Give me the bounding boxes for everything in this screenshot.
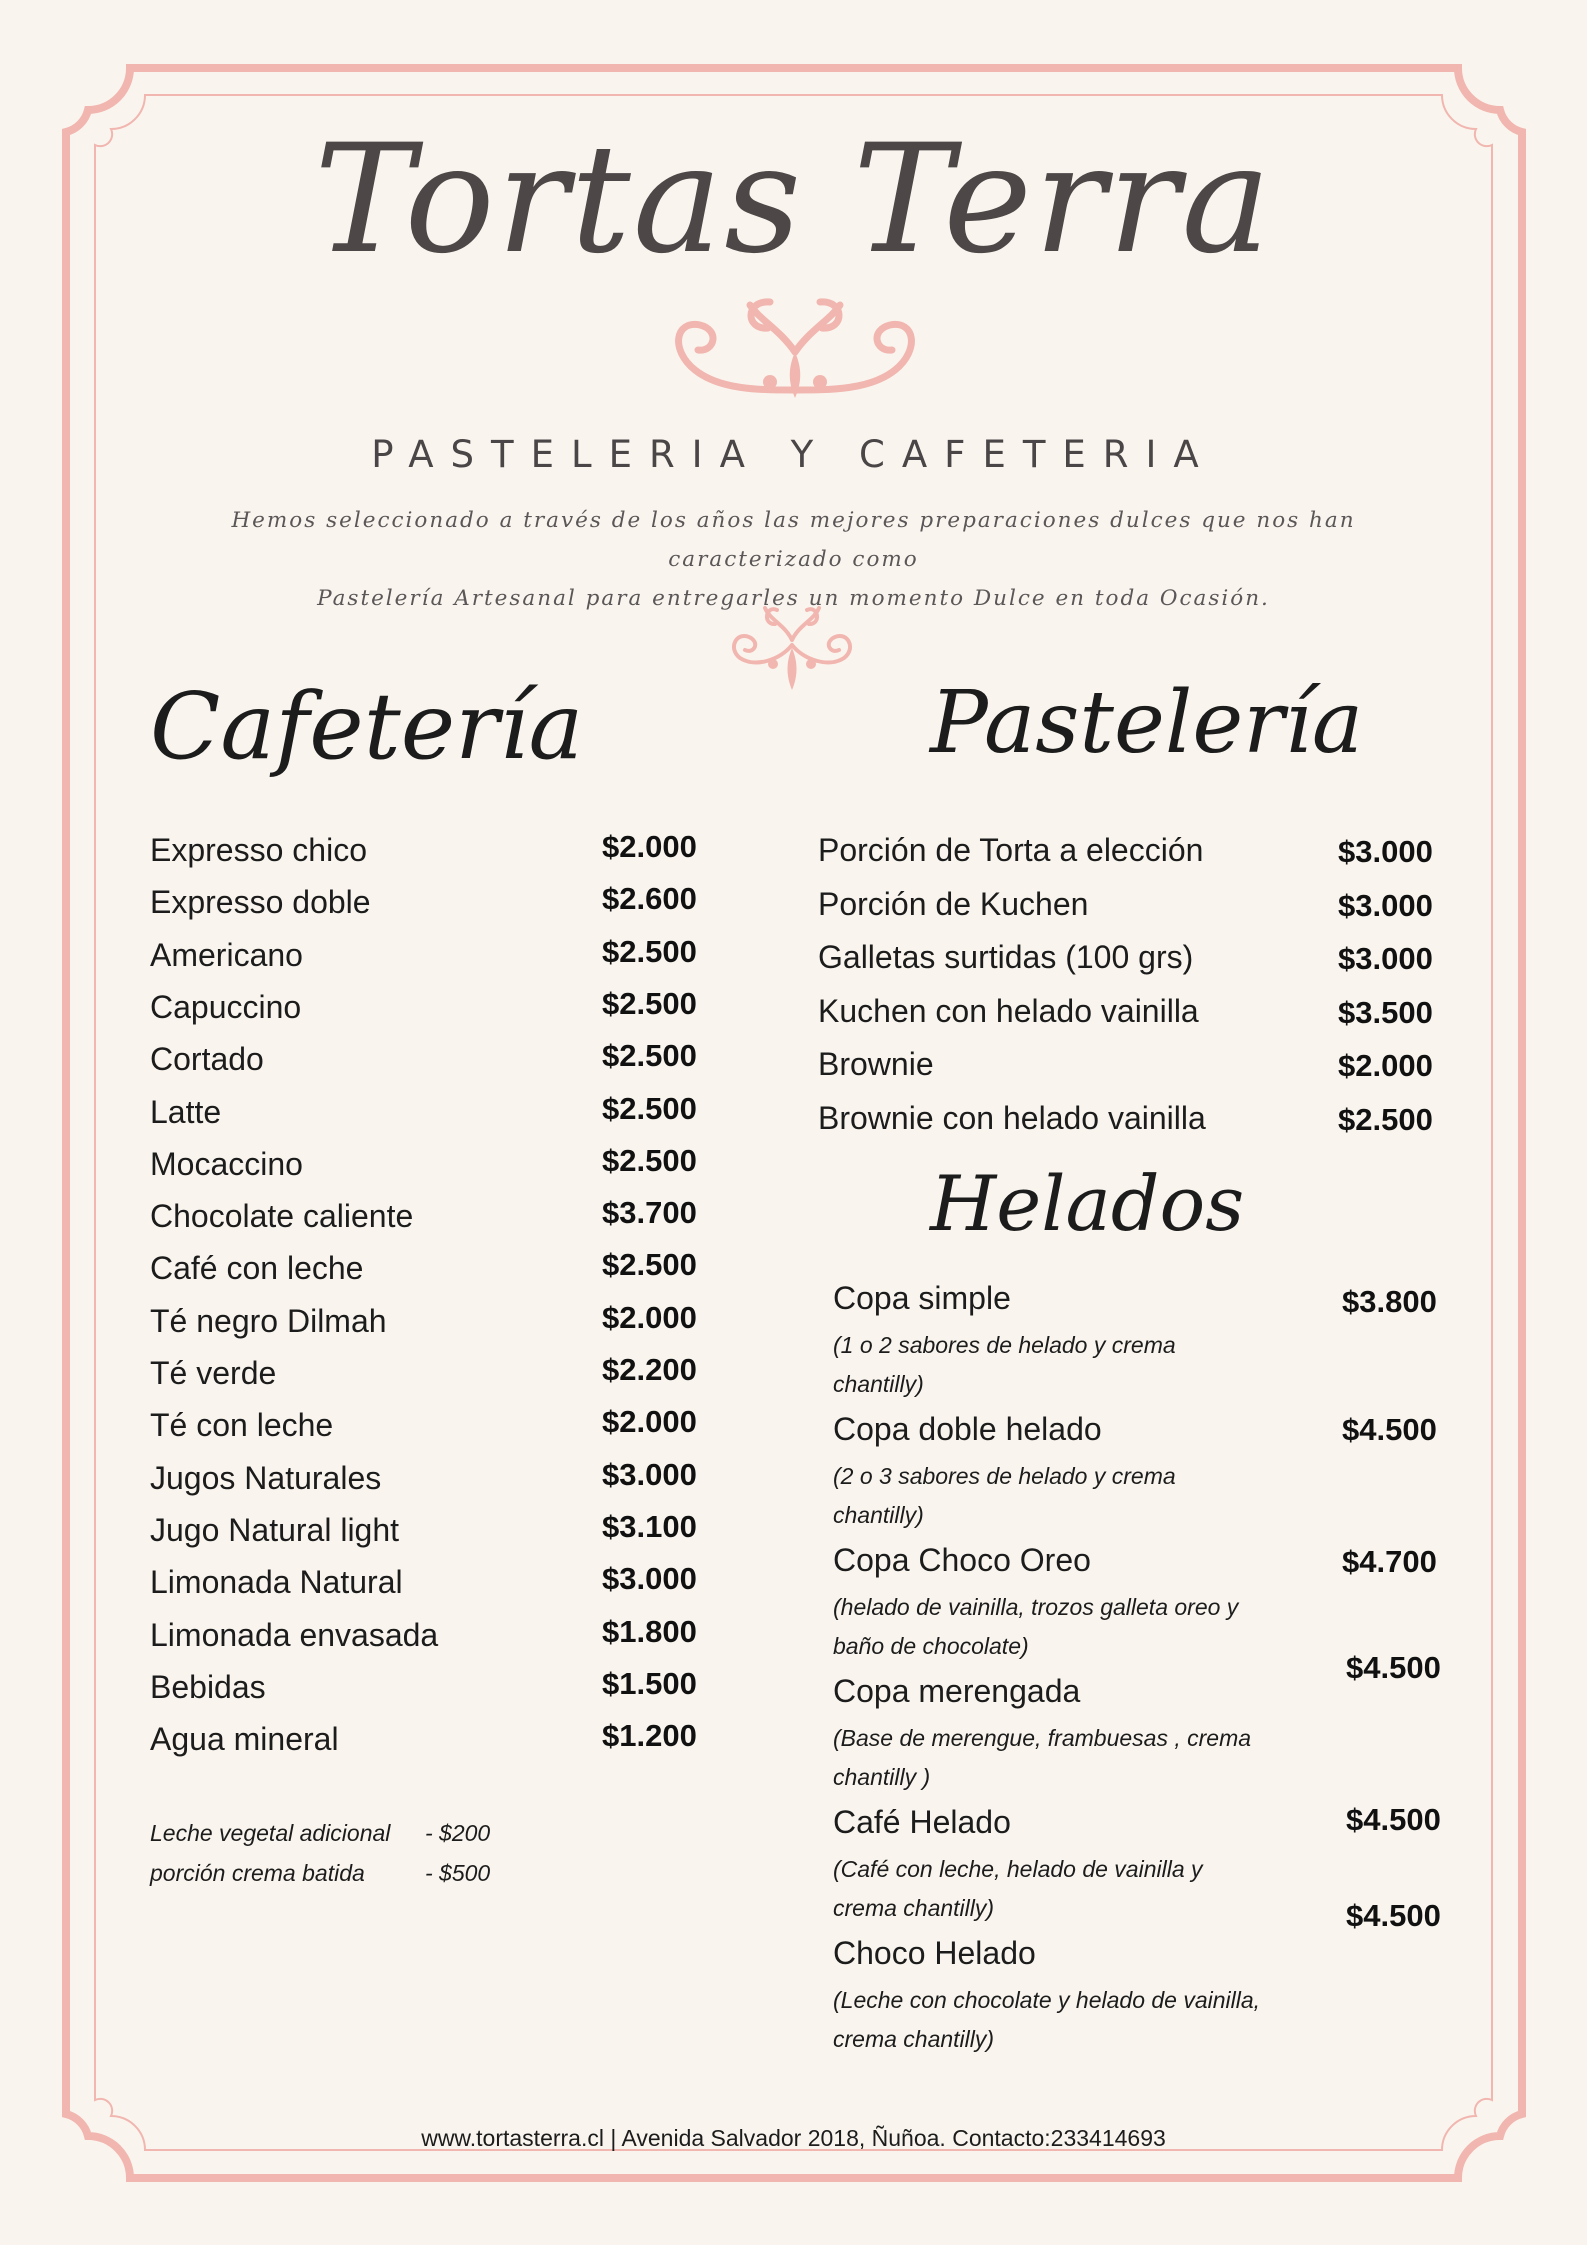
menu-item-name: Capuccino <box>150 988 302 1025</box>
menu-item-name: Té negro Dilmah <box>150 1302 387 1339</box>
menu-item-name: Té con leche <box>150 1407 334 1444</box>
menu-item-price: $3.700 <box>602 1195 697 1231</box>
menu-item-name: Porción de Kuchen <box>818 885 1089 922</box>
menu-item-price: $1.500 <box>602 1665 697 1701</box>
menu-item-name: Limonada envasada <box>150 1616 439 1653</box>
menu-item-name: Brownie con helado vainilla <box>818 1099 1206 1136</box>
menu-item-price: $3.000 <box>602 1561 697 1597</box>
menu-item-name: Expresso doble <box>150 884 371 921</box>
menu-item-price: $3.000 <box>1338 887 1433 923</box>
extra-item-price: - $500 <box>425 1860 491 1886</box>
menu-item-name: Expresso chico <box>150 832 367 868</box>
menu-item-name: Copa doble helado <box>833 1411 1102 1447</box>
menu-item-name: Copa simple <box>833 1280 1011 1316</box>
menu-item-name: Bebidas <box>150 1668 266 1705</box>
extra-item-name: Leche vegetal adicional <box>150 1820 391 1846</box>
menu-item-price: $2.500 <box>602 1142 697 1178</box>
menu-item-price: $2.500 <box>602 985 697 1021</box>
menu-item-description: (Café con leche, helado de vainilla y crema chantilly) <box>833 1856 1203 1921</box>
menu-item-name: Latte <box>150 1093 222 1130</box>
menu-item-name: Café Helado <box>833 1804 1011 1840</box>
menu-item-name: Jugo Natural light <box>150 1511 400 1548</box>
menu-item-price: $2.500 <box>1338 1101 1433 1137</box>
menu-item-price: $4.700 <box>1342 1544 1437 1579</box>
menu-item-price: $2.000 <box>602 829 697 864</box>
menu-item-description: (Base de merengue, frambuesas , crema chantilly ) <box>833 1725 1252 1790</box>
menu-item-price: $3.800 <box>1342 1284 1437 1319</box>
menu-item-name: Copa Choco Oreo <box>833 1542 1091 1578</box>
intro-line-2: Pastelería Artesanal para entregarles un momento Dulce en toda Ocasión. <box>317 586 1270 611</box>
menu-item-name: Café con leche <box>150 1250 364 1287</box>
menu-item-price: $2.500 <box>602 1090 697 1126</box>
menu-item-price: $3.000 <box>602 1456 697 1492</box>
menu-item-name: Copa merengada <box>833 1673 1081 1709</box>
menu-item-price: $3.000 <box>1338 834 1433 869</box>
menu-item-name: Cortado <box>150 1041 264 1078</box>
menu-item-price: $2.200 <box>602 1352 697 1387</box>
footer-contact: www.tortasterra.cl | Avenida Salvador 2018, Ñuñoa. Contacto:233414693 <box>421 2125 1166 2151</box>
menu-item-price: $4.500 <box>1346 1650 1441 1685</box>
menu-item-price: $3.500 <box>1338 994 1433 1030</box>
extra-item-price: - $200 <box>425 1820 491 1846</box>
menu-item-name: Chocolate caliente <box>150 1198 414 1235</box>
menu-item-price: $2.000 <box>1338 1048 1433 1083</box>
menu-item-price: $2.000 <box>602 1404 697 1440</box>
menu-item-price: $1.800 <box>602 1613 697 1649</box>
menu-item-price: $3.100 <box>602 1508 697 1544</box>
menu-item-name: Té verde <box>150 1355 277 1391</box>
intro-line-1: Hemos seleccionado a través de los años las mejores preparaciones dulces que nos han caracterizado como <box>231 508 1356 572</box>
menu-item-price: $4.500 <box>1346 1802 1441 1837</box>
menu-item-price: $4.500 <box>1346 1898 1441 1933</box>
menu-item-name: Agua mineral <box>150 1721 339 1758</box>
page-subtitle: PASTELERIA Y CAFETERIA <box>371 433 1216 476</box>
menu-item-description: (Leche con chocolate y helado de vainilla, crema chantilly) <box>833 1987 1261 2052</box>
menu-item-name: Americano <box>150 936 303 973</box>
restaurant-title: Tortas Terra <box>314 113 1273 287</box>
menu-item-price: $2.500 <box>602 1247 697 1283</box>
extra-item-name: porción crema batida <box>150 1860 365 1886</box>
menu-item-price: $3.000 <box>1338 941 1433 976</box>
menu-item-name: Galletas surtidas (100 grs) <box>818 939 1194 975</box>
menu-item-description: (1 o 2 sabores de helado y crema chantilly) <box>833 1332 1176 1397</box>
menu-item-price: $2.500 <box>602 933 697 969</box>
menu-item-name: Choco Helado <box>833 1935 1036 1971</box>
section-heading-cafeteria: Cafetería <box>150 673 584 780</box>
menu-item-price: $2.000 <box>602 1299 697 1335</box>
menu-item-name: Porción de Torta a elección <box>818 832 1204 868</box>
menu-item-name: Mocaccino <box>150 1145 303 1182</box>
section-heading-pasteleria: Pastelería <box>930 673 1364 773</box>
menu-item-name: Jugos Naturales <box>150 1459 382 1496</box>
menu-item-price: $1.200 <box>602 1718 697 1754</box>
menu-item-description: (helado de vainilla, trozos galleta oreo y baño de chocolate) <box>833 1594 1239 1659</box>
small-flourish-ornament <box>725 600 860 692</box>
flourish-ornament <box>650 290 940 410</box>
menu-item-description: (2 o 3 sabores de helado y crema chantilly) <box>833 1463 1176 1528</box>
menu-item-price: $2.500 <box>602 1038 697 1074</box>
menu-item-price: $2.600 <box>602 881 697 917</box>
menu-item-name: Brownie <box>818 1046 934 1082</box>
menu-item-name: Kuchen con helado vainilla <box>818 992 1199 1029</box>
menu-item-name: Limonada Natural <box>150 1564 403 1601</box>
menu-item-price: $4.500 <box>1342 1412 1437 1447</box>
section-heading-helados: Helados <box>930 1159 1245 1248</box>
